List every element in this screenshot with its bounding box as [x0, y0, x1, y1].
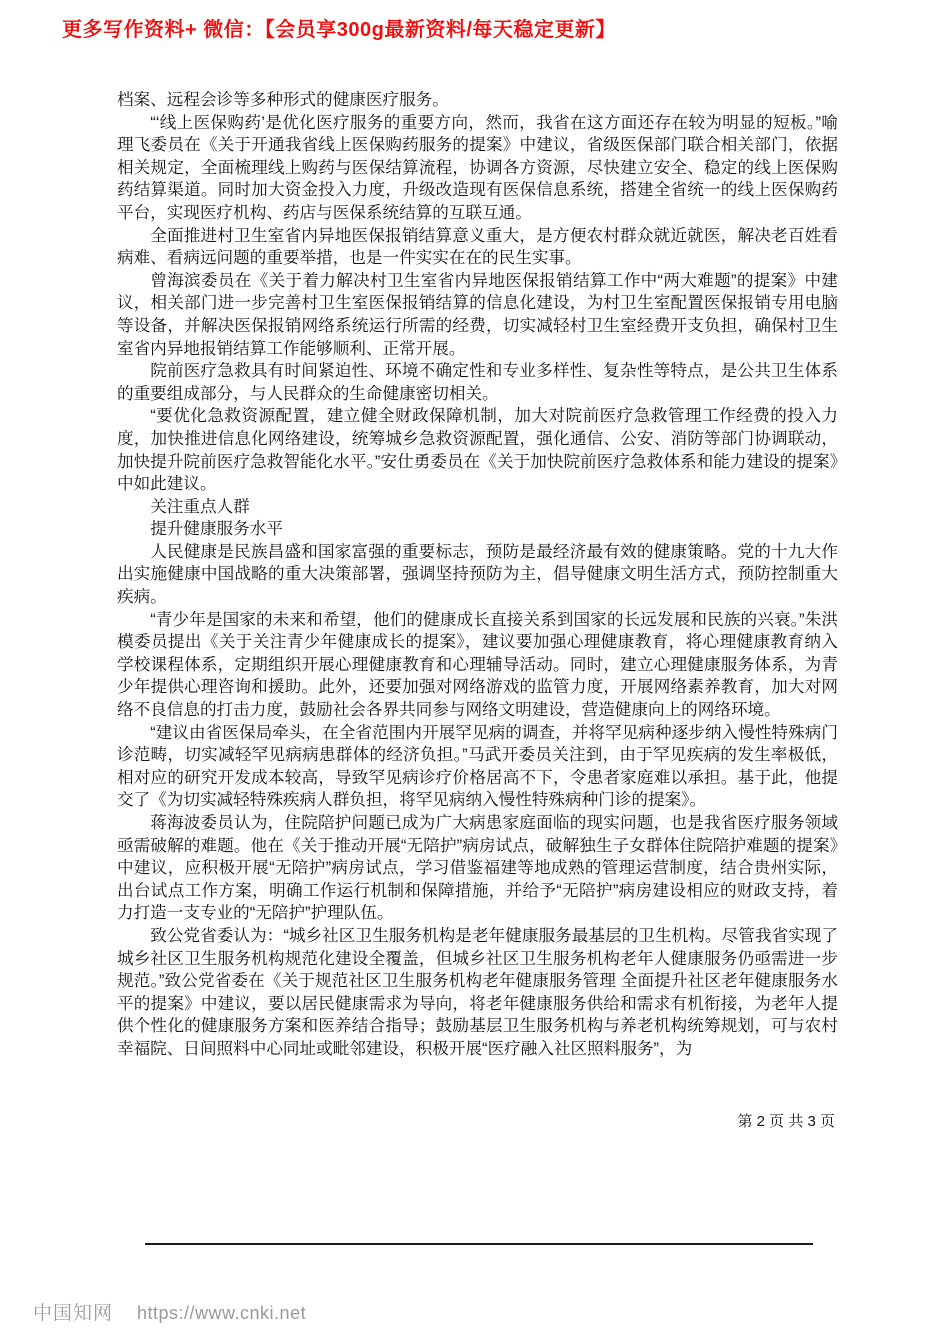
article-paragraph: 人民健康是民族昌盛和国家富强的重要标志，预防是最经济最有效的健康策略。党的十九大作出实施健康中国战略的重大决策部署，强调坚持预防为主，倡导健康文明生活方式，预防控制重大疾病。 — [117, 541, 838, 607]
footer-divider-line — [145, 1243, 813, 1245]
article-body — [117, 89, 838, 1061]
article-paragraph: 关注重点人群 — [150, 496, 250, 516]
article-paragraph: 曾海滨委员在《关于着力解决村卫生室省内异地医保报销结算工作中“两大难题”的提案》中建议，相关部门进一步完善村卫生室医保报销结算的信息化建设，为村卫生室配置医保报销专用电脑等设备，并解决医保报销网络系统运行所需的经费，切实减轻村卫生室经费开支负担，确保村卫生室省内异地报销结算工作能够顺利、正常开展。 — [117, 270, 838, 358]
article-paragraph: “要优化急救资源配置，建立健全财政保障机制，加大对院前医疗急救管理工作经费的投入力度，加快推进信息化网络建设，统筹城乡急救资源配置，强化通信、公安、消防等部门协调联动，加快提升院前医疗急救智能化水平。”安仕勇委员在《关于加快院前医疗急救体系和能力建设的提案》中如此建议。 — [117, 406, 838, 494]
page-number: 第 2 页 共 3 页 — [737, 1113, 835, 1130]
article-paragraph: 档案、远程会诊等多种形式的健康医疗服务。 — [117, 90, 449, 109]
promo-banner-text: 更多写作资料+ 微信：【会员享300g最新资料/每天稳定更新】 — [62, 19, 616, 41]
article-paragraph: 致公党省委认为：“城乡社区卫生服务机构是老年健康服务最基层的卫生机构。尽管我省实现了城乡社区卫生服务机构规范化建设全覆盖，但城乡社区卫生服务机构老年人健康服务仍亟需进一步规范。”致公党省委在《关于规范社区卫生服务机构老年健康服务管理 全面提升社区老年健康服务水平的提案》中建议，要以居民健康需求为导向，将老年健康服务供给和需求有机衔接，为老年人提供个性化的健康服务方案和医养结合指导；鼓励基层卫生服务机构与养老机构统筹规划，可与农村幸福院、日间照料中心同址或毗邻建设，积极开展“医疗融入社区照料服务”，为 — [117, 925, 838, 1058]
article-paragraph: “‘线上医保购药’是优化医疗服务的重要方向，然而，我省在这方面还存在较为明显的短板。”喻理飞委员在《关于开通我省线上医保购药服务的提案》中建议，省级医保部门联合相关部门，依据相关规定，全面梳理线上购药与医保结算流程，协调各方资源，尽快建立安全、稳定的线上医保购药结算渠道。同时加大资金投入力度，升级改造现有医保信息系统，搭建全省统一的线上医保购药平台，实现医疗机构、药店与医保系统结算的互联互通。 — [117, 112, 838, 222]
cnki-brand-text: 中国知网 — [33, 1303, 114, 1324]
article-paragraph: “建议由省医保局牵头，在全省范围内开展罕见病的调查，并将罕见病种逐步纳入慢性特殊病门诊范畴，切实减轻罕见病病患群体的经济负担。”马武开委员关注到，由于罕见疾病的发生率极低，相对应的研究开发成本较高，导致罕见病诊疗价格居高不下，令患者家庭难以承担。基于此，他提交了《为切实减轻特殊疾病人群负担，将罕见病纳入慢性特殊病种门诊的提案》。 — [117, 722, 838, 810]
article-paragraph: 蒋海波委员认为，住院陪护问题已成为广大病患家庭面临的现实问题，也是我省医疗服务领域亟需破解的难题。他在《关于推动开展“无陪护”病房试点，破解独生子女群体住院陪护难题的提案》中建议，应积极开展“无陪护”病房试点，学习借鉴福建等地成熟的管理运营制度，结合贵州实际，出台试点工作方案，明确工作运行机制和保障措施，并给予“无陪护”病房建设相应的财政支持，着力打造一支专业的“无陪护”护理队伍。 — [117, 813, 838, 923]
article-paragraph: 全面推进村卫生室省内异地医保报销结算意义重大，是方便农村群众就近就医，解决老百姓看病难、看病远问题的重要举措，也是一件实实在在的民生实事。 — [117, 225, 838, 268]
article-paragraph: 院前医疗急救具有时间紧迫性、环境不确定性和专业多样性、复杂性等特点，是公共卫生体系的重要组成部分，与人民群众的生命健康密切相关。 — [117, 361, 838, 403]
article-paragraph: “青少年是国家的未来和希望，他们的健康成长直接关系到国家的长远发展和民族的兴衰。”朱洪模委员提出《关于关注青少年健康成长的提案》，建议要加强心理健康教育，将心理健康教育纳入学校课程体系，定期组织开展心理健康教育和心理辅导活动。同时，建立心理健康服务体系，为青少年提供心理咨询和援助。此外，还要加强对网络游戏的监管力度，开展网络素养教育，加大对网络不良信息的打击力度，鼓励社会各界共同参与网络文明建设，营造健康向上的网络环境。 — [117, 609, 838, 720]
cnki-url-text: https://www.cnki.net — [137, 1303, 307, 1323]
article-paragraph: 提升健康服务水平 — [150, 519, 283, 539]
footer — [33, 1298, 306, 1325]
